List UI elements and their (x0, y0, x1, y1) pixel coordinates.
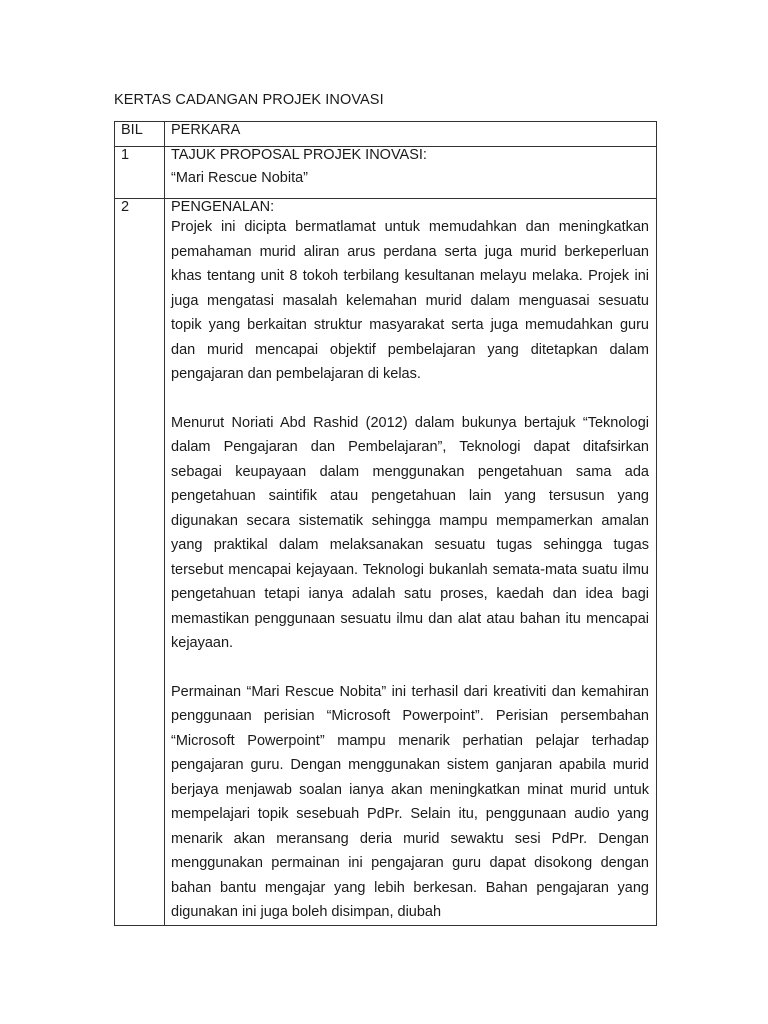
paragraph-spacer (171, 656, 649, 680)
section-heading-tajuk: TAJUK PROPOSAL PROJEK INOVASI: (171, 147, 427, 163)
header-perkara: PERKARA (171, 122, 241, 138)
header-bil-cell (115, 122, 165, 147)
section-heading-pengenalan: PENGENALAN: (171, 199, 275, 215)
table-row (115, 199, 657, 926)
paragraph-spacer (171, 387, 649, 411)
table-header-row (115, 122, 657, 147)
project-title-text: “Mari Rescue Nobita” (171, 170, 308, 186)
bil-cell (115, 147, 165, 199)
proposal-table (114, 121, 657, 926)
header-bil: BIL (121, 122, 143, 138)
perkara-cell (165, 199, 657, 926)
header-perkara-cell (165, 122, 657, 147)
document-title: KERTAS CADANGAN PROJEK INOVASI (114, 92, 384, 108)
row-number: 2 (121, 199, 130, 215)
paragraph-game-description: Permainan “Mari Rescue Nobita” ini terhasil dari kreativiti dan kemahiran penggunaan perisian “Microsoft Powerpoint”. Perisian persembahan “Microsoft Powerpoint” mampu menarik perhatian pelajar terhadap pengajaran guru. Dengan menggunakan sistem ganjaran apabila murid berjaya menjawab soalan ianya akan meningkatkan minat murid untuk mempelajari topik sesebuah PdPr. Selain itu, penggunaan audio yang menarik akan meransang deria murid sewaktu sesi PdPr. Dengan menggunakan permainan ini pengajaran guru dapat disokong dengan bahan bantu mengajar yang lebih berkesan. Bahan pengajaran yang digunakan ini juga boleh disimpan, diubah (171, 683, 649, 920)
paragraph-objective: Projek ini dicipta bermatlamat untuk memudahkan dan meningkatkan pemahaman murid aliran arus perdana serta juga murid berkeperluan khas tentang unit 8 tokoh terbilang kesultanan melayu melaka. Projek ini juga mengatasi masalah kelemahan murid dalam menguasai sesuatu topik yang berkaitan struktur masyarakat serta juga memudahkan guru dan murid mencapai objektif pembelajaran yang ditetapkan dalam pengajaran dan pembelajaran di kelas. (171, 219, 649, 382)
row-number: 1 (121, 147, 130, 163)
perkara-cell (165, 147, 657, 199)
paragraph-technology-definition: Menurut Noriati Abd Rashid (2012) dalam bukunya bertajuk “Teknologi dalam Pengajaran dan Pembelajaran”, Teknologi dapat ditafsirkan sebagai keupayaan dalam menggunakan pengetahuan sama ada pengetahuan saintifik atau pengetahuan lain yang tersusun yang digunakan secara sistematik sehingga mampu mempamerkan amalan yang praktikal dalam melaksanakan sesuatu tugas sehingga tugas tersebut mencapai kejayaan. Teknologi bukanlah semata-mata suatu ilmu pengetahuan tetapi ianya adalah satu proses, kaedah dan idea bagi memastikan penggunaan sesuatu ilmu dan alat atau bahan itu mencapai kejayaan. (171, 414, 649, 651)
bil-cell (115, 199, 165, 926)
table-row (115, 147, 657, 199)
